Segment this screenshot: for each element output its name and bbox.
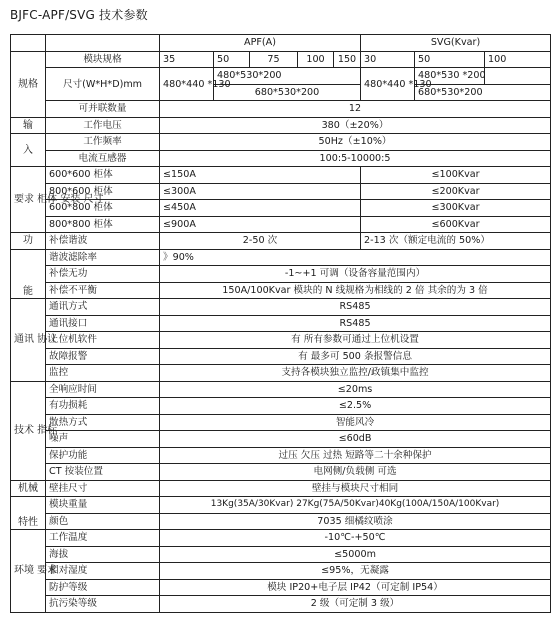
dim-svg-100-empty	[485, 68, 551, 85]
row-value: ≤2.5%	[160, 398, 551, 415]
row-label: 颜色	[46, 513, 160, 530]
apf-module-150: 150	[334, 51, 361, 68]
row-label: 故障报警	[46, 348, 160, 365]
row-value-svg: ≤600Kvar	[361, 216, 551, 233]
row-value: ≤60dB	[160, 431, 551, 448]
row-value: 2 级（可定制 3 级）	[160, 596, 551, 613]
table-row	[11, 414, 551, 431]
table-row	[11, 249, 551, 266]
apf-module-100: 100	[298, 51, 334, 68]
category-comm: 通讯 协议	[11, 299, 46, 382]
category-input-top: 输	[11, 117, 46, 134]
table-row	[11, 579, 551, 596]
svg-header: SVG(Kvar)	[361, 35, 551, 52]
row-label: 噪声	[46, 431, 160, 448]
row-value: 有 所有参数可通过上位机设置	[160, 332, 551, 349]
row-value: 过压 欠压 过热 短路等二十余种保护	[160, 447, 551, 464]
category-env: 环境 要求	[11, 530, 46, 613]
row-value: 智能风冷	[160, 414, 551, 431]
row-label: 可并联数量	[46, 101, 160, 118]
spec-table	[10, 34, 551, 613]
row-value: -10℃-+50℃	[160, 530, 551, 547]
table-row	[11, 200, 551, 217]
row-label: 抗污染等级	[46, 596, 160, 613]
row-value: -1~+1 可调（设备容量范围内）	[160, 266, 551, 283]
table-row	[11, 282, 551, 299]
row-value: 100:5-10000:5	[160, 150, 551, 167]
table-row	[11, 101, 551, 118]
row-label: 800*600 柜体	[46, 183, 160, 200]
apf-module-35: 35	[160, 51, 214, 68]
category-tech: 技术 指标	[11, 381, 46, 480]
row-value: 7035 细橘纹喷涂	[160, 513, 551, 530]
table-row	[11, 596, 551, 613]
row-value: 》90%	[160, 249, 551, 266]
table-row	[11, 546, 551, 563]
row-value-apf: ≤450A	[160, 200, 361, 217]
row-label: 模块重量	[46, 497, 160, 514]
row-label: 保护功能	[46, 447, 160, 464]
row-label: 600*800 柜体	[46, 200, 160, 217]
dim-apf-50-150: 480*530*200	[214, 68, 361, 85]
table-row	[11, 216, 551, 233]
row-label: 补偿谐波	[46, 233, 160, 250]
row-label: 600*600 柜体	[46, 167, 160, 184]
table-row	[11, 447, 551, 464]
table-row	[11, 134, 551, 151]
row-label: 海拔	[46, 546, 160, 563]
table-row	[11, 315, 551, 332]
table-row	[11, 348, 551, 365]
row-value-apf: ≤150A	[160, 167, 361, 184]
row-value: 有 最多可 500 条报警信息	[160, 348, 551, 365]
row-label: 相对湿度	[46, 563, 160, 580]
dim-svg-50: 480*530 *200	[415, 68, 485, 85]
row-value-svg: ≤200Kvar	[361, 183, 551, 200]
table-row	[11, 365, 551, 382]
row-value-svg: ≤300Kvar	[361, 200, 551, 217]
table-row	[11, 464, 551, 481]
row-value: 12	[160, 101, 551, 118]
row-value: 壁挂与模块尺寸相同	[160, 480, 551, 497]
table-row	[11, 563, 551, 580]
row-label: 工作电压	[46, 117, 160, 134]
table-header-row	[11, 35, 551, 52]
row-label: 工作频率	[46, 134, 160, 151]
row-label: 散热方式	[46, 414, 160, 431]
row-label: 通讯方式	[46, 299, 160, 316]
table-row	[11, 183, 551, 200]
table-row	[11, 480, 551, 497]
row-value: ≤95%，无凝露	[160, 563, 551, 580]
table-row	[11, 167, 551, 184]
category-func-bottom: 能	[11, 249, 46, 299]
row-label: 800*800 柜体	[46, 216, 160, 233]
table-row	[11, 233, 551, 250]
row-value: 支持各模块独立监控/政镇集中监控	[160, 365, 551, 382]
row-value: RS485	[160, 299, 551, 316]
category-input-bottom: 入	[11, 134, 46, 167]
dim-svg-30: 480*440 *130	[361, 68, 415, 101]
table-row	[11, 150, 551, 167]
row-value: ≤20ms	[160, 381, 551, 398]
row-label: 补偿无功	[46, 266, 160, 283]
category-func-top: 功	[11, 233, 46, 250]
row-value: RS485	[160, 315, 551, 332]
row-label: 有功损耗	[46, 398, 160, 415]
apf-header: APF(A)	[160, 35, 361, 52]
table-row	[11, 431, 551, 448]
category-mech-bottom: 特性	[11, 497, 46, 530]
row-value: 50Hz（±10%）	[160, 134, 551, 151]
row-value: ≤5000m	[160, 546, 551, 563]
row-label: 壁挂尺寸	[46, 480, 160, 497]
table-row	[11, 266, 551, 283]
row-label: 通讯接口	[46, 315, 160, 332]
row-value: 电网侧/负载侧 可选	[160, 464, 551, 481]
row-label: 谐波滤除率	[46, 249, 160, 266]
category-spec: 规格	[11, 51, 46, 117]
apf-module-75: 75	[250, 51, 298, 68]
category-cabinet: 要求 柜体 安装 尺寸	[11, 167, 46, 233]
table-row	[11, 51, 551, 68]
row-label: 电流互感器	[46, 150, 160, 167]
table-row	[11, 332, 551, 349]
table-row	[11, 68, 551, 85]
table-row	[11, 117, 551, 134]
row-value: 380（±20%）	[160, 117, 551, 134]
row-value: 13Kg(35A/30Kvar) 27Kg(75A/50Kvar)40Kg(100A/150A/100Kvar)	[160, 497, 551, 514]
row-label: 补偿不平衡	[46, 282, 160, 299]
row-label: 监控	[46, 365, 160, 382]
row-label: 防护等级	[46, 579, 160, 596]
row-label: 尺寸(W*H*D)mm	[46, 68, 160, 101]
row-label: CT 按装位置	[46, 464, 160, 481]
row-value-svg: ≤100Kvar	[361, 167, 551, 184]
row-value-svg: 2-13 次（额定电流的 50%）	[361, 233, 551, 250]
dim-apf-lower: 680*530*200	[214, 84, 361, 101]
row-value-apf: ≤300A	[160, 183, 361, 200]
row-label: 全响应时间	[46, 381, 160, 398]
row-value: 模块 IP20+电子层 IP42（可定制 IP54）	[160, 579, 551, 596]
row-value-apf: 2-50 次	[160, 233, 361, 250]
row-value: 150A/100Kvar 模块的 N 线规格为相线的 2 倍 其余的为 3 倍	[160, 282, 551, 299]
row-label: 工作温度	[46, 530, 160, 547]
header-empty-cell	[11, 35, 46, 52]
row-label: 上位机软件	[46, 332, 160, 349]
row-value-apf: ≤900A	[160, 216, 361, 233]
category-mech-top: 机械	[11, 480, 46, 497]
table-row	[11, 299, 551, 316]
table-row	[11, 398, 551, 415]
table-row	[11, 530, 551, 547]
dim-apf-35: 480*440 *130	[160, 68, 214, 101]
document-title: BJFC-APF/SVG 技术参数	[10, 8, 148, 22]
header-empty-cell	[46, 35, 160, 52]
table-row	[11, 497, 551, 514]
dim-svg-lower: 680*530*200	[415, 84, 551, 101]
table-row	[11, 381, 551, 398]
table-row	[11, 513, 551, 530]
row-label: 模块规格	[46, 51, 160, 68]
apf-module-50: 50	[214, 51, 250, 68]
